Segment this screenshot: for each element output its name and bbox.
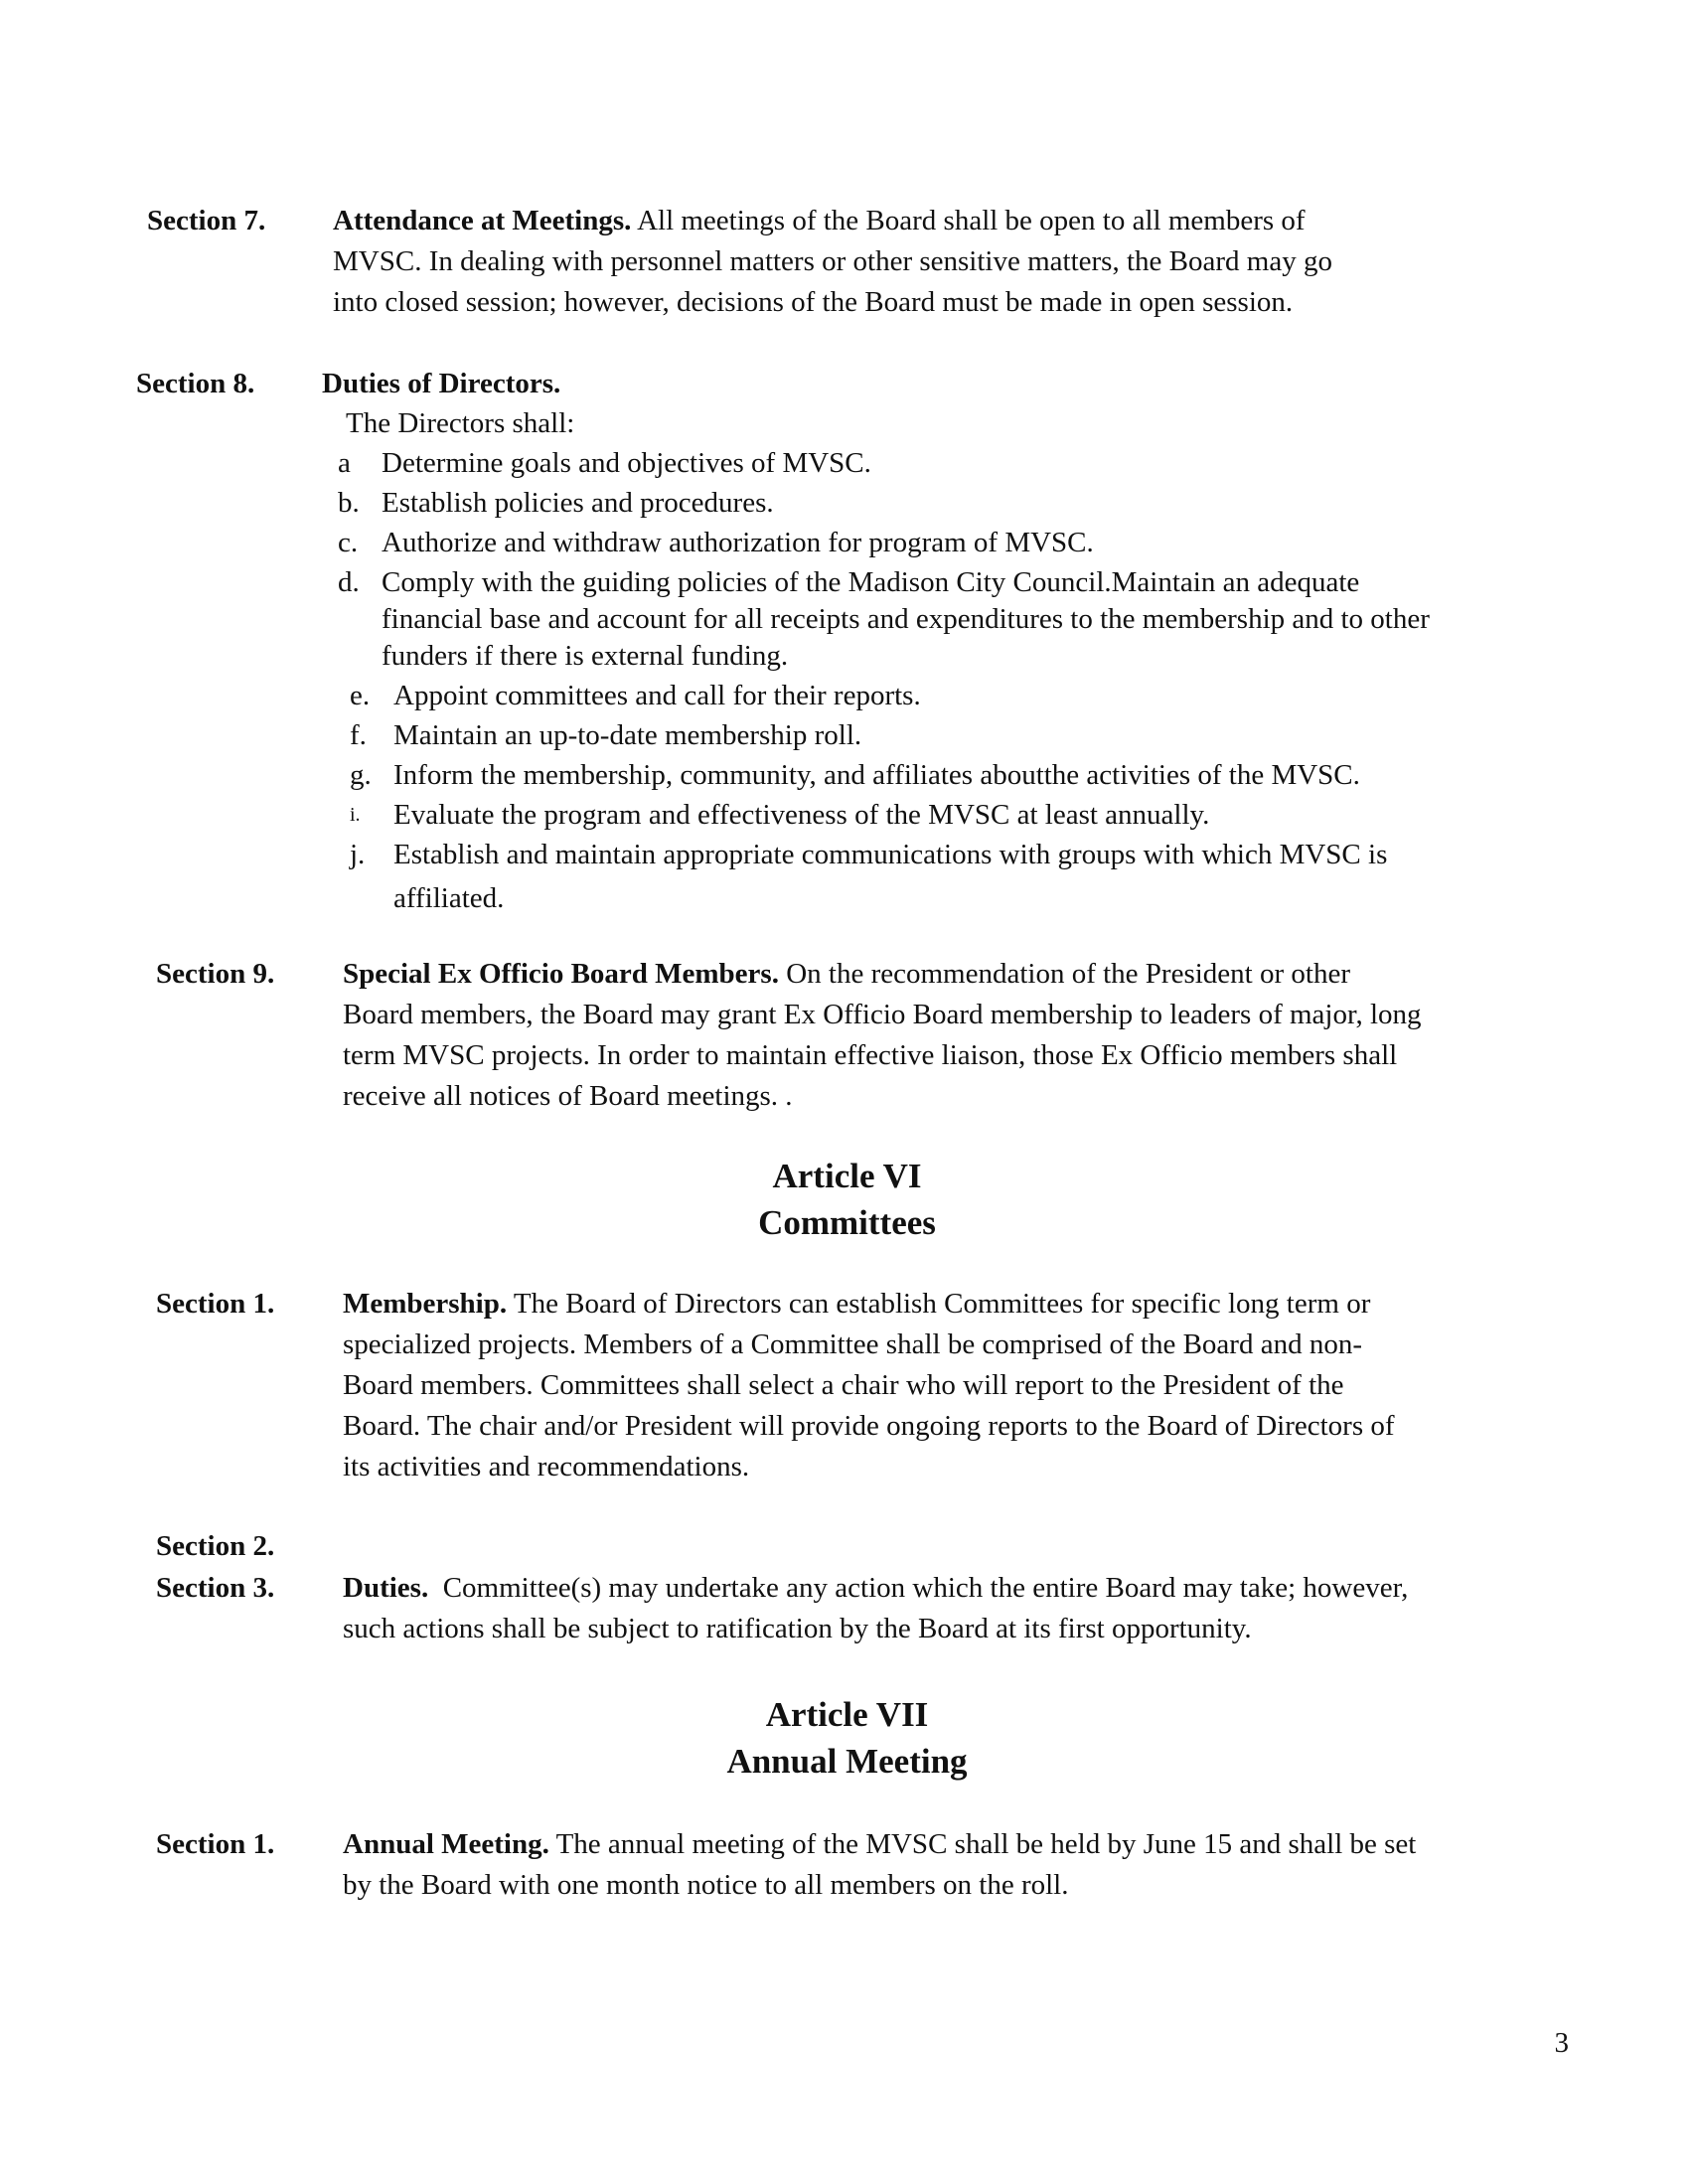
- section-7-body: [333, 201, 1332, 323]
- duty-marker: f.: [350, 719, 367, 751]
- art6-section-3-title: Duties.: [343, 1572, 429, 1604]
- duty-text: Determine goals and objectives of MVSC.: [382, 447, 871, 479]
- art6-section-1-label: Section 1.: [156, 1288, 275, 1320]
- section-9-line-3: term MVSC projects. In order to maintain effective liaison, those Ex Officio members shall: [343, 1039, 1398, 1071]
- duty-marker: a: [338, 447, 351, 479]
- duty-text: Appoint committees and call for their reports.: [393, 680, 921, 711]
- art6-section-1-line-4: Board. The chair and/or President will provide ongoing reports to the Board of Directors of: [343, 1410, 1395, 1442]
- art6-section-3-line-1: Committee(s) may undertake any action which the entire Board may take; however,: [428, 1572, 1409, 1604]
- duty-text: financial base and account for all receipts and expenditures to the membership and to other: [382, 603, 1430, 635]
- section-9-label: Section 9.: [156, 958, 275, 990]
- duty-marker: b.: [338, 487, 360, 519]
- section-9-line-1: On the recommendation of the President or other: [778, 958, 1350, 990]
- duty-text: Inform the membership, community, and affiliates aboutthe activities of the MVSC.: [393, 759, 1360, 791]
- section-9-line-2: Board members, the Board may grant Ex Officio Board membership to leaders of major, long: [343, 999, 1422, 1030]
- art6-section-1-line-1: The Board of Directors can establish Committees for specific long term or: [507, 1288, 1371, 1320]
- art6-section-1-line-3: Board members. Committees shall select a chair who will report to the President of the: [343, 1369, 1344, 1401]
- art6-section-1-line-2: specialized projects. Members of a Committee shall be comprised of the Board and non-: [343, 1328, 1362, 1360]
- article-6-subheading: Committees: [758, 1203, 936, 1242]
- art6-section-3-line-2: such actions shall be subject to ratification by the Board at its first opportunity.: [343, 1613, 1252, 1644]
- duty-text: Comply with the guiding policies of the Madison City Council.Maintain an adequate: [382, 566, 1360, 598]
- art7-section-1-line-1: The annual meeting of the MVSC shall be held by June 15 and shall be set: [548, 1828, 1417, 1860]
- section-9-line-4: receive all notices of Board meetings. .: [343, 1080, 793, 1112]
- duty-text: Maintain an up-to-date membership roll.: [393, 719, 862, 751]
- art6-section-1-line-5: its activities and recommendations.: [343, 1451, 750, 1482]
- article-6-heading: Article VI: [772, 1157, 922, 1195]
- art6-section-3-label: Section 3.: [156, 1572, 275, 1604]
- section-7-title: Attendance at Meetings.: [333, 205, 632, 236]
- section-9-body: [343, 954, 1422, 1117]
- page-number: 3: [1554, 2027, 1569, 2059]
- art7-section-1-title: Annual Meeting.: [343, 1828, 549, 1860]
- art7-section-1-body: [343, 1824, 1416, 1906]
- duty-marker: d.: [338, 566, 360, 598]
- duty-text: Establish and maintain appropriate communications with groups with which MVSC is: [393, 839, 1388, 870]
- article-7-heading: Article VII: [765, 1695, 929, 1734]
- art6-section-2-label: Section 2.: [156, 1530, 275, 1562]
- section-8-title: Duties of Directors.: [322, 368, 561, 399]
- duty-text: Evaluate the program and effectiveness of the MVSC at least annually.: [393, 799, 1210, 831]
- article-7-subheading: Annual Meeting: [726, 1742, 968, 1781]
- section-9-title: Special Ex Officio Board Members.: [343, 958, 779, 990]
- duty-marker: j.: [350, 839, 366, 870]
- art7-section-1-label: Section 1.: [156, 1828, 275, 1860]
- section-8-intro: The Directors shall:: [346, 407, 575, 439]
- duty-marker: e.: [350, 680, 371, 711]
- duty-marker: g.: [350, 759, 372, 791]
- art6-section-1-body: [343, 1284, 1395, 1487]
- duty-marker: i.: [350, 804, 361, 826]
- section-8-label: Section 8.: [136, 368, 255, 399]
- duty-text: funders if there is external funding.: [382, 640, 789, 672]
- duty-text: Authorize and withdraw authorization for program of MVSC.: [382, 527, 1094, 558]
- duty-marker: c.: [338, 527, 359, 558]
- section-7-line-3: into closed session; however, decisions of the Board must be made in open session.: [333, 286, 1294, 318]
- section-7-label: Section 7.: [147, 205, 266, 236]
- section-7-line-1: All meetings of the Board shall be open to all members of: [631, 205, 1306, 236]
- art6-section-3-body: [343, 1568, 1408, 1649]
- section-7-line-2: MVSC. In dealing with personnel matters or other sensitive matters, the Board may go: [333, 245, 1332, 277]
- art7-section-1-line-2: by the Board with one month notice to all members on the roll.: [343, 1869, 1069, 1901]
- duty-text: Establish policies and procedures.: [382, 487, 774, 519]
- duty-text: affiliated.: [393, 882, 505, 914]
- art6-section-1-title: Membership.: [343, 1288, 508, 1320]
